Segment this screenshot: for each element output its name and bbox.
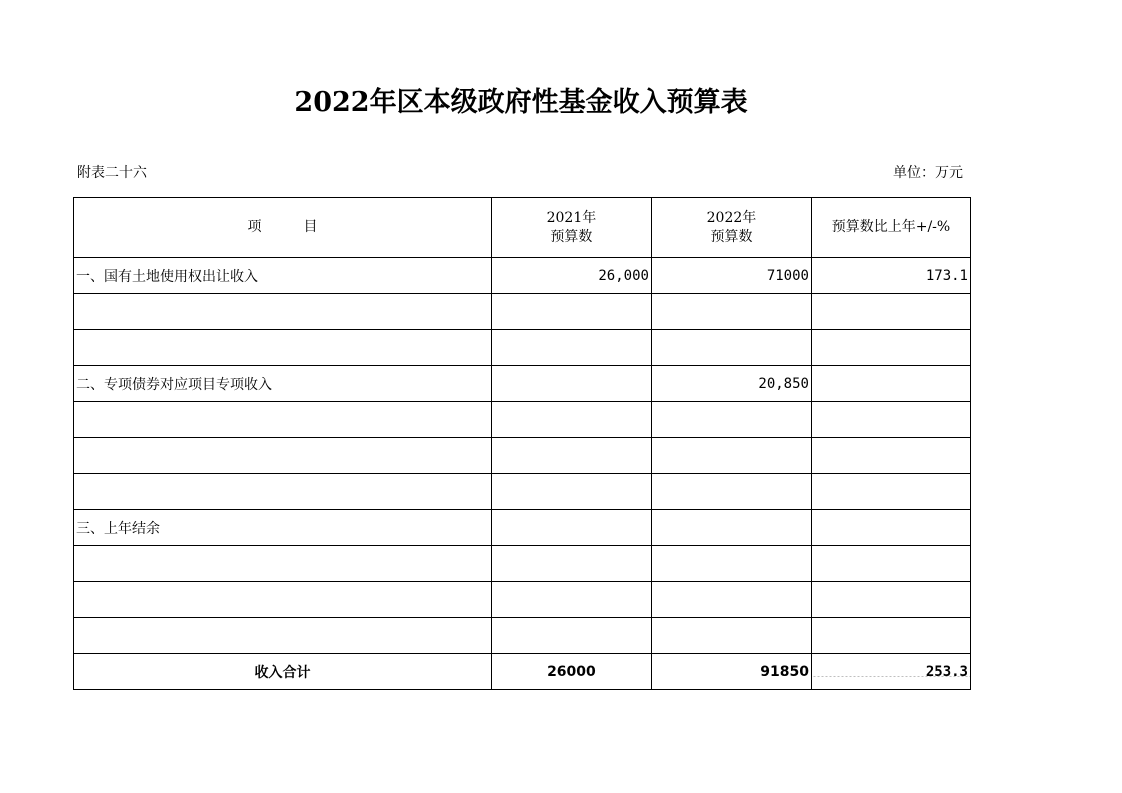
row-2021-value bbox=[491, 474, 651, 510]
header-2022 bbox=[651, 198, 811, 258]
header-2022-line2: 预算数 bbox=[710, 228, 753, 245]
table-row bbox=[74, 366, 971, 402]
page-title: 2022年区本级政府性基金收入预算表 bbox=[294, 87, 748, 118]
row-item: 二、专项债券对应项目专项收入 bbox=[74, 366, 492, 402]
table-row bbox=[74, 510, 971, 546]
header-pct: 预算数比上年+/-% bbox=[811, 198, 970, 258]
header-item-label: 项 目 bbox=[247, 219, 318, 235]
row-pct-value: 173.1 bbox=[811, 258, 970, 294]
row-2022-value bbox=[651, 294, 811, 330]
header-2021 bbox=[491, 198, 651, 258]
row-item bbox=[74, 474, 492, 510]
row-pct-value bbox=[811, 402, 970, 438]
row-item bbox=[74, 582, 492, 618]
row-item bbox=[74, 330, 492, 366]
row-2021-value bbox=[491, 546, 651, 582]
row-item: 三、上年结余 bbox=[74, 510, 492, 546]
attachment-label: 附表二十六 bbox=[77, 165, 147, 181]
row-2021-value bbox=[491, 438, 651, 474]
table-row bbox=[74, 438, 971, 474]
row-pct-value bbox=[811, 546, 970, 582]
table-row bbox=[74, 294, 971, 330]
row-pct-value bbox=[811, 366, 970, 402]
unit-label: 单位：万元 bbox=[893, 165, 963, 181]
row-2021-value bbox=[491, 582, 651, 618]
row-2022-value bbox=[651, 438, 811, 474]
row-2021-value bbox=[491, 366, 651, 402]
header-2021-line1: 2021年 bbox=[546, 209, 597, 226]
header-2022-line1: 2022年 bbox=[706, 209, 757, 226]
row-2021-value bbox=[491, 330, 651, 366]
row-pct-value bbox=[811, 582, 970, 618]
table-row bbox=[74, 474, 971, 510]
header-item bbox=[74, 198, 492, 258]
row-2022-value: 20,850 bbox=[651, 366, 811, 402]
total-2021: 26000 bbox=[491, 654, 651, 690]
row-2022-value bbox=[651, 402, 811, 438]
row-item bbox=[74, 618, 492, 654]
budget-table bbox=[73, 197, 971, 690]
row-2022-value: 71000 bbox=[651, 258, 811, 294]
row-pct-value bbox=[811, 618, 970, 654]
row-2022-value bbox=[651, 510, 811, 546]
row-2021-value bbox=[491, 402, 651, 438]
total-2022: 91850 bbox=[651, 654, 811, 690]
row-2022-value bbox=[651, 330, 811, 366]
row-item bbox=[74, 402, 492, 438]
table-body bbox=[74, 258, 971, 654]
table-row bbox=[74, 546, 971, 582]
total-pct: 253.3 bbox=[811, 654, 970, 690]
row-2022-value bbox=[651, 618, 811, 654]
total-label: 收入合计 bbox=[74, 654, 492, 690]
row-pct-value bbox=[811, 330, 970, 366]
row-2022-value bbox=[651, 582, 811, 618]
table-row bbox=[74, 618, 971, 654]
row-2021-value bbox=[491, 618, 651, 654]
row-pct-value bbox=[811, 510, 970, 546]
header-2021-line2: 预算数 bbox=[550, 228, 593, 245]
row-2021-value: 26,000 bbox=[491, 258, 651, 294]
table-row bbox=[74, 258, 971, 294]
row-2022-value bbox=[651, 546, 811, 582]
row-pct-value bbox=[811, 294, 970, 330]
row-2021-value bbox=[491, 510, 651, 546]
row-2021-value bbox=[491, 294, 651, 330]
row-pct-value bbox=[811, 474, 970, 510]
row-item: 一、国有土地使用权出让收入 bbox=[74, 258, 492, 294]
row-item bbox=[74, 438, 492, 474]
table-row bbox=[74, 330, 971, 366]
table-header-row bbox=[74, 198, 971, 258]
table-row bbox=[74, 402, 971, 438]
row-2022-value bbox=[651, 474, 811, 510]
row-item bbox=[74, 546, 492, 582]
table-total-row bbox=[74, 654, 971, 690]
row-pct-value bbox=[811, 438, 970, 474]
table-row bbox=[74, 582, 971, 618]
row-item bbox=[74, 294, 492, 330]
